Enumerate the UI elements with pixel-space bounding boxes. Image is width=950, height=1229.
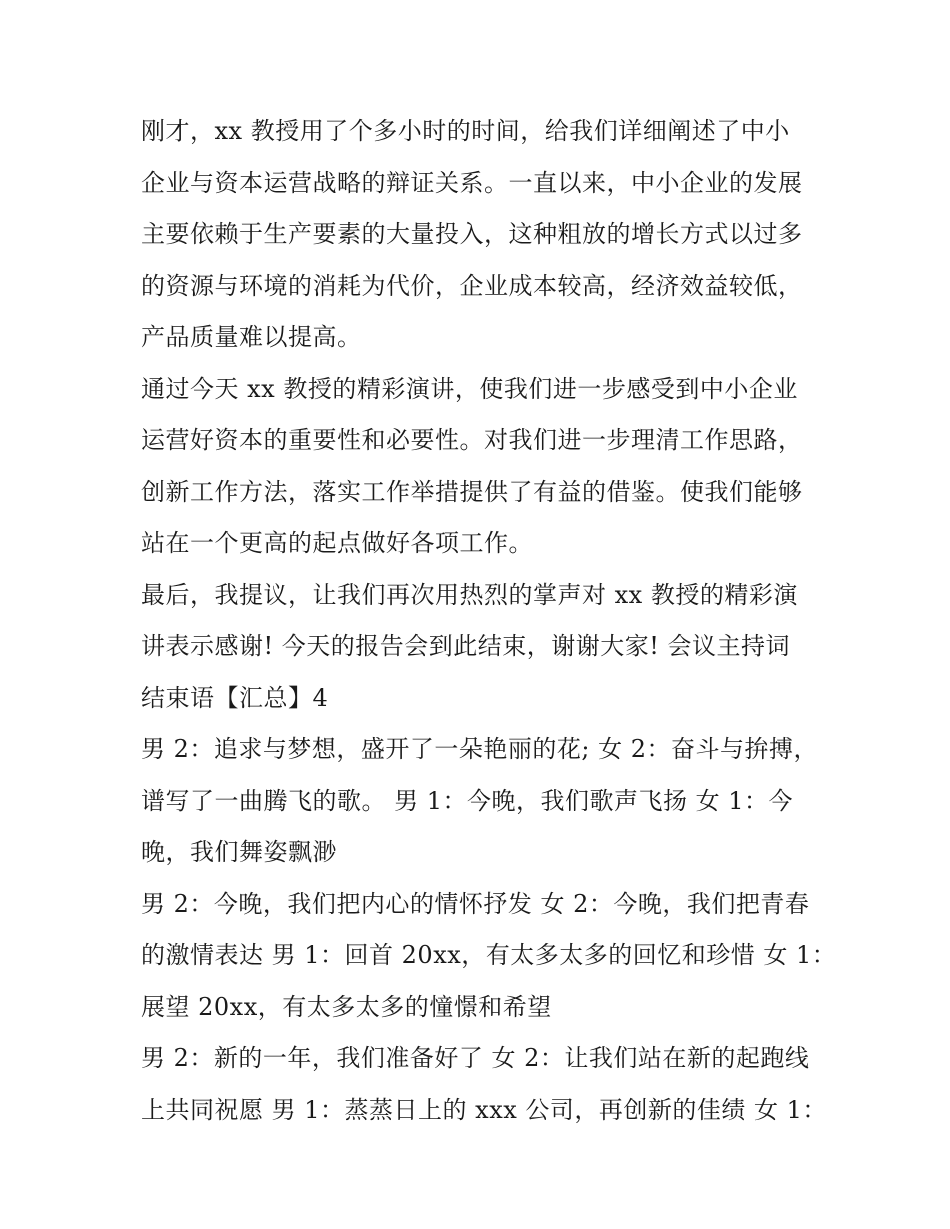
text-line: 谱写了一曲腾飞的歌。 男 1：今晚，我们歌声飞扬 女 1：今 [141, 786, 794, 815]
text-line: 上共同祝愿 男 1：蒸蒸日上的 xxx 公司，再创新的佳绩 女 1： [141, 1095, 827, 1124]
text-line: 站在一个更高的起点做好各项工作。 [141, 529, 533, 557]
text-line: 讲表示感谢! 今天的报告会到此结束，谢谢大家! 会议主持词 [141, 632, 791, 660]
text-line: 男 2：新的一年，我们准备好了 女 2：让我们站在新的起跑线 [141, 1044, 810, 1072]
text-line: 企业与资本运营战略的辩证关系。一直以来，中小企业的发展 [141, 168, 803, 197]
document-body [141, 106, 837, 1136]
text-line: 的激情表达 男 1：回首 20xx，有太多太多的回忆和珍惜 女 1： [141, 941, 837, 969]
text-line: 结束语【汇总】4 [141, 683, 329, 712]
text-line: 男 2：追求与梦想，盛开了一朵艳丽的花; 女 2：奋斗与拚搏， [141, 735, 819, 763]
text-line: 主要依赖于生产要素的大量投入，这种粗放的增长方式以过多 [141, 220, 803, 248]
text-line: 展望 20xx，有太多太多的憧憬和希望 [141, 992, 552, 1021]
text-line: 男 2：今晚，我们把内心的情怀抒发 女 2：今晚，我们把青春 [141, 889, 810, 918]
text-line: 刚才，xx 教授用了个多小时的时间，给我们详细阐述了中小 [141, 117, 790, 145]
text-line: 最后，我提议，让我们再次用热烈的掌声对 xx 教授的精彩演 [141, 580, 798, 609]
text-line: 创新工作方法，落实工作举措提供了有益的借鉴。使我们能够 [141, 477, 803, 506]
text-line: 运营好资本的重要性和必要性。对我们进一步理清工作思路， [141, 426, 803, 454]
text-line: 晚，我们舞姿飘渺 [141, 838, 337, 866]
text-line: 通过今天 xx 教授的精彩演讲，使我们进一步感受到中小企业 [141, 374, 798, 403]
text-line: 产品质量难以提高。 [141, 323, 362, 351]
text-line: 的资源与环境的消耗为代价，企业成本较高，经济效益较低， [141, 271, 803, 300]
